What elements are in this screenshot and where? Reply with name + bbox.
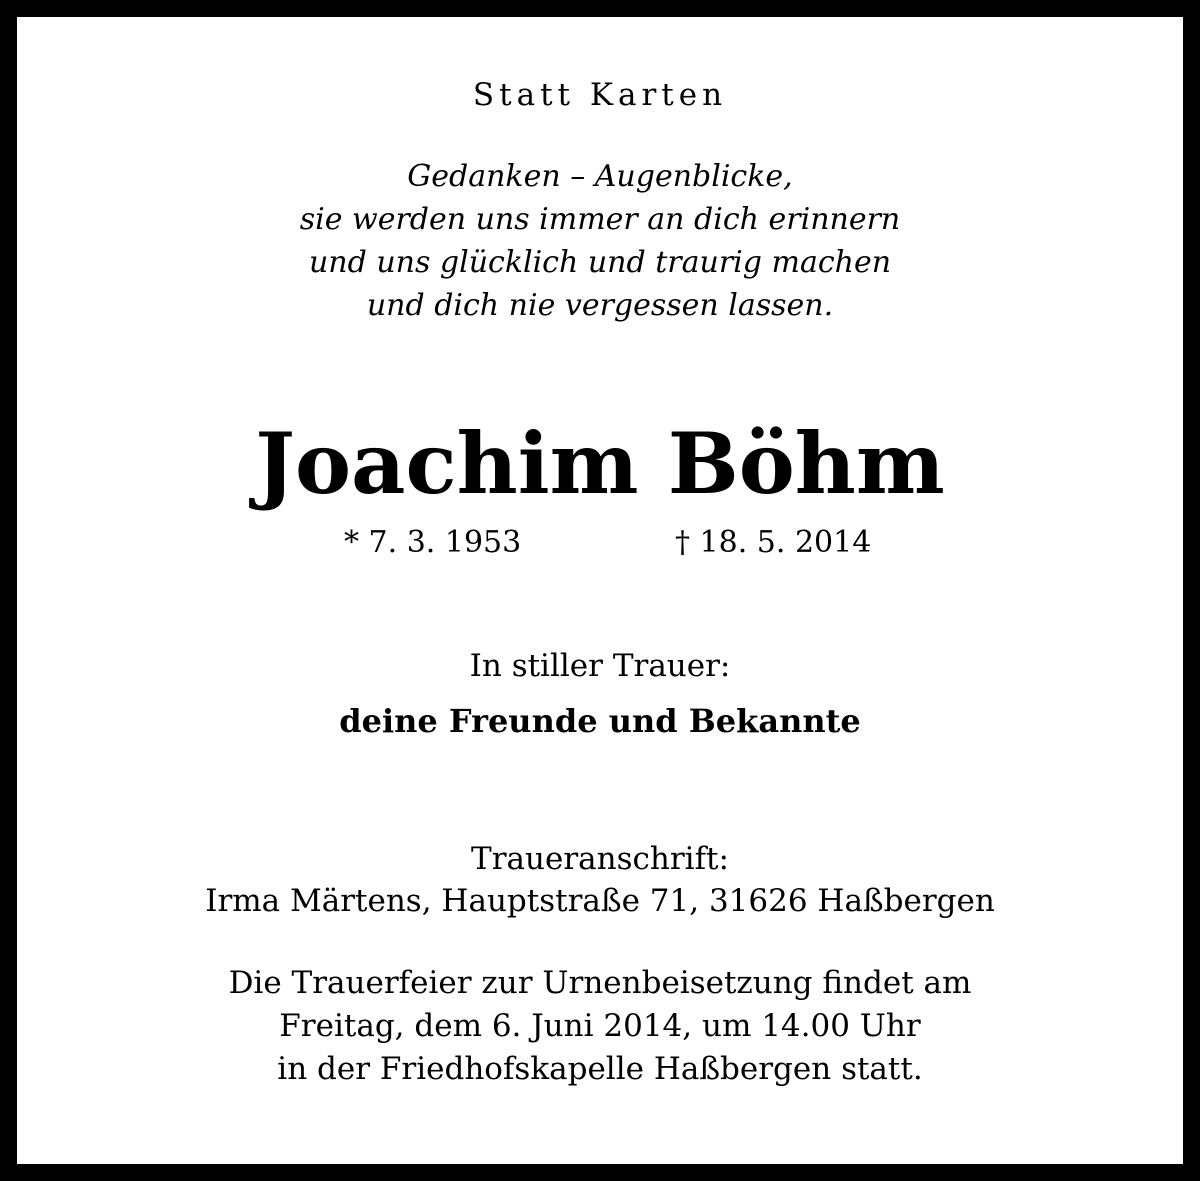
notice-heading: Statt Karten bbox=[472, 77, 728, 113]
deceased-name: Joachim Böhm bbox=[255, 414, 945, 513]
poem-line: Gedanken – Augenblicke, bbox=[407, 159, 793, 194]
ceremony-line: Die Trauerfeier zur Urnenbeisetzung findet am bbox=[228, 965, 972, 1001]
mourning-intro: In stiller Trauer: bbox=[469, 648, 731, 684]
ceremony-info bbox=[17, 962, 1183, 1091]
ceremony-line: in der Friedhofskapelle Haßbergen statt. bbox=[277, 1051, 923, 1087]
mourning-address: Irma Märtens, Hauptstraße 71, 31626 Haßbergen bbox=[205, 883, 995, 919]
poem-line: sie werden uns immer an dich erinnern bbox=[299, 202, 901, 237]
death-date: † 18. 5. 2014 bbox=[675, 525, 872, 560]
poem-line: und dich nie vergessen lassen. bbox=[366, 288, 834, 323]
ceremony-line: Freitag, dem 6. Juni 2014, um 14.00 Uhr bbox=[279, 1008, 921, 1044]
memorial-poem bbox=[17, 155, 1183, 327]
address-label: Traueranschrift: bbox=[471, 841, 729, 877]
mourners: deine Freunde und Bekannte bbox=[339, 702, 861, 740]
birth-date: * 7. 3. 1953 bbox=[344, 525, 522, 560]
poem-line: und uns glücklich und traurig machen bbox=[308, 245, 892, 280]
